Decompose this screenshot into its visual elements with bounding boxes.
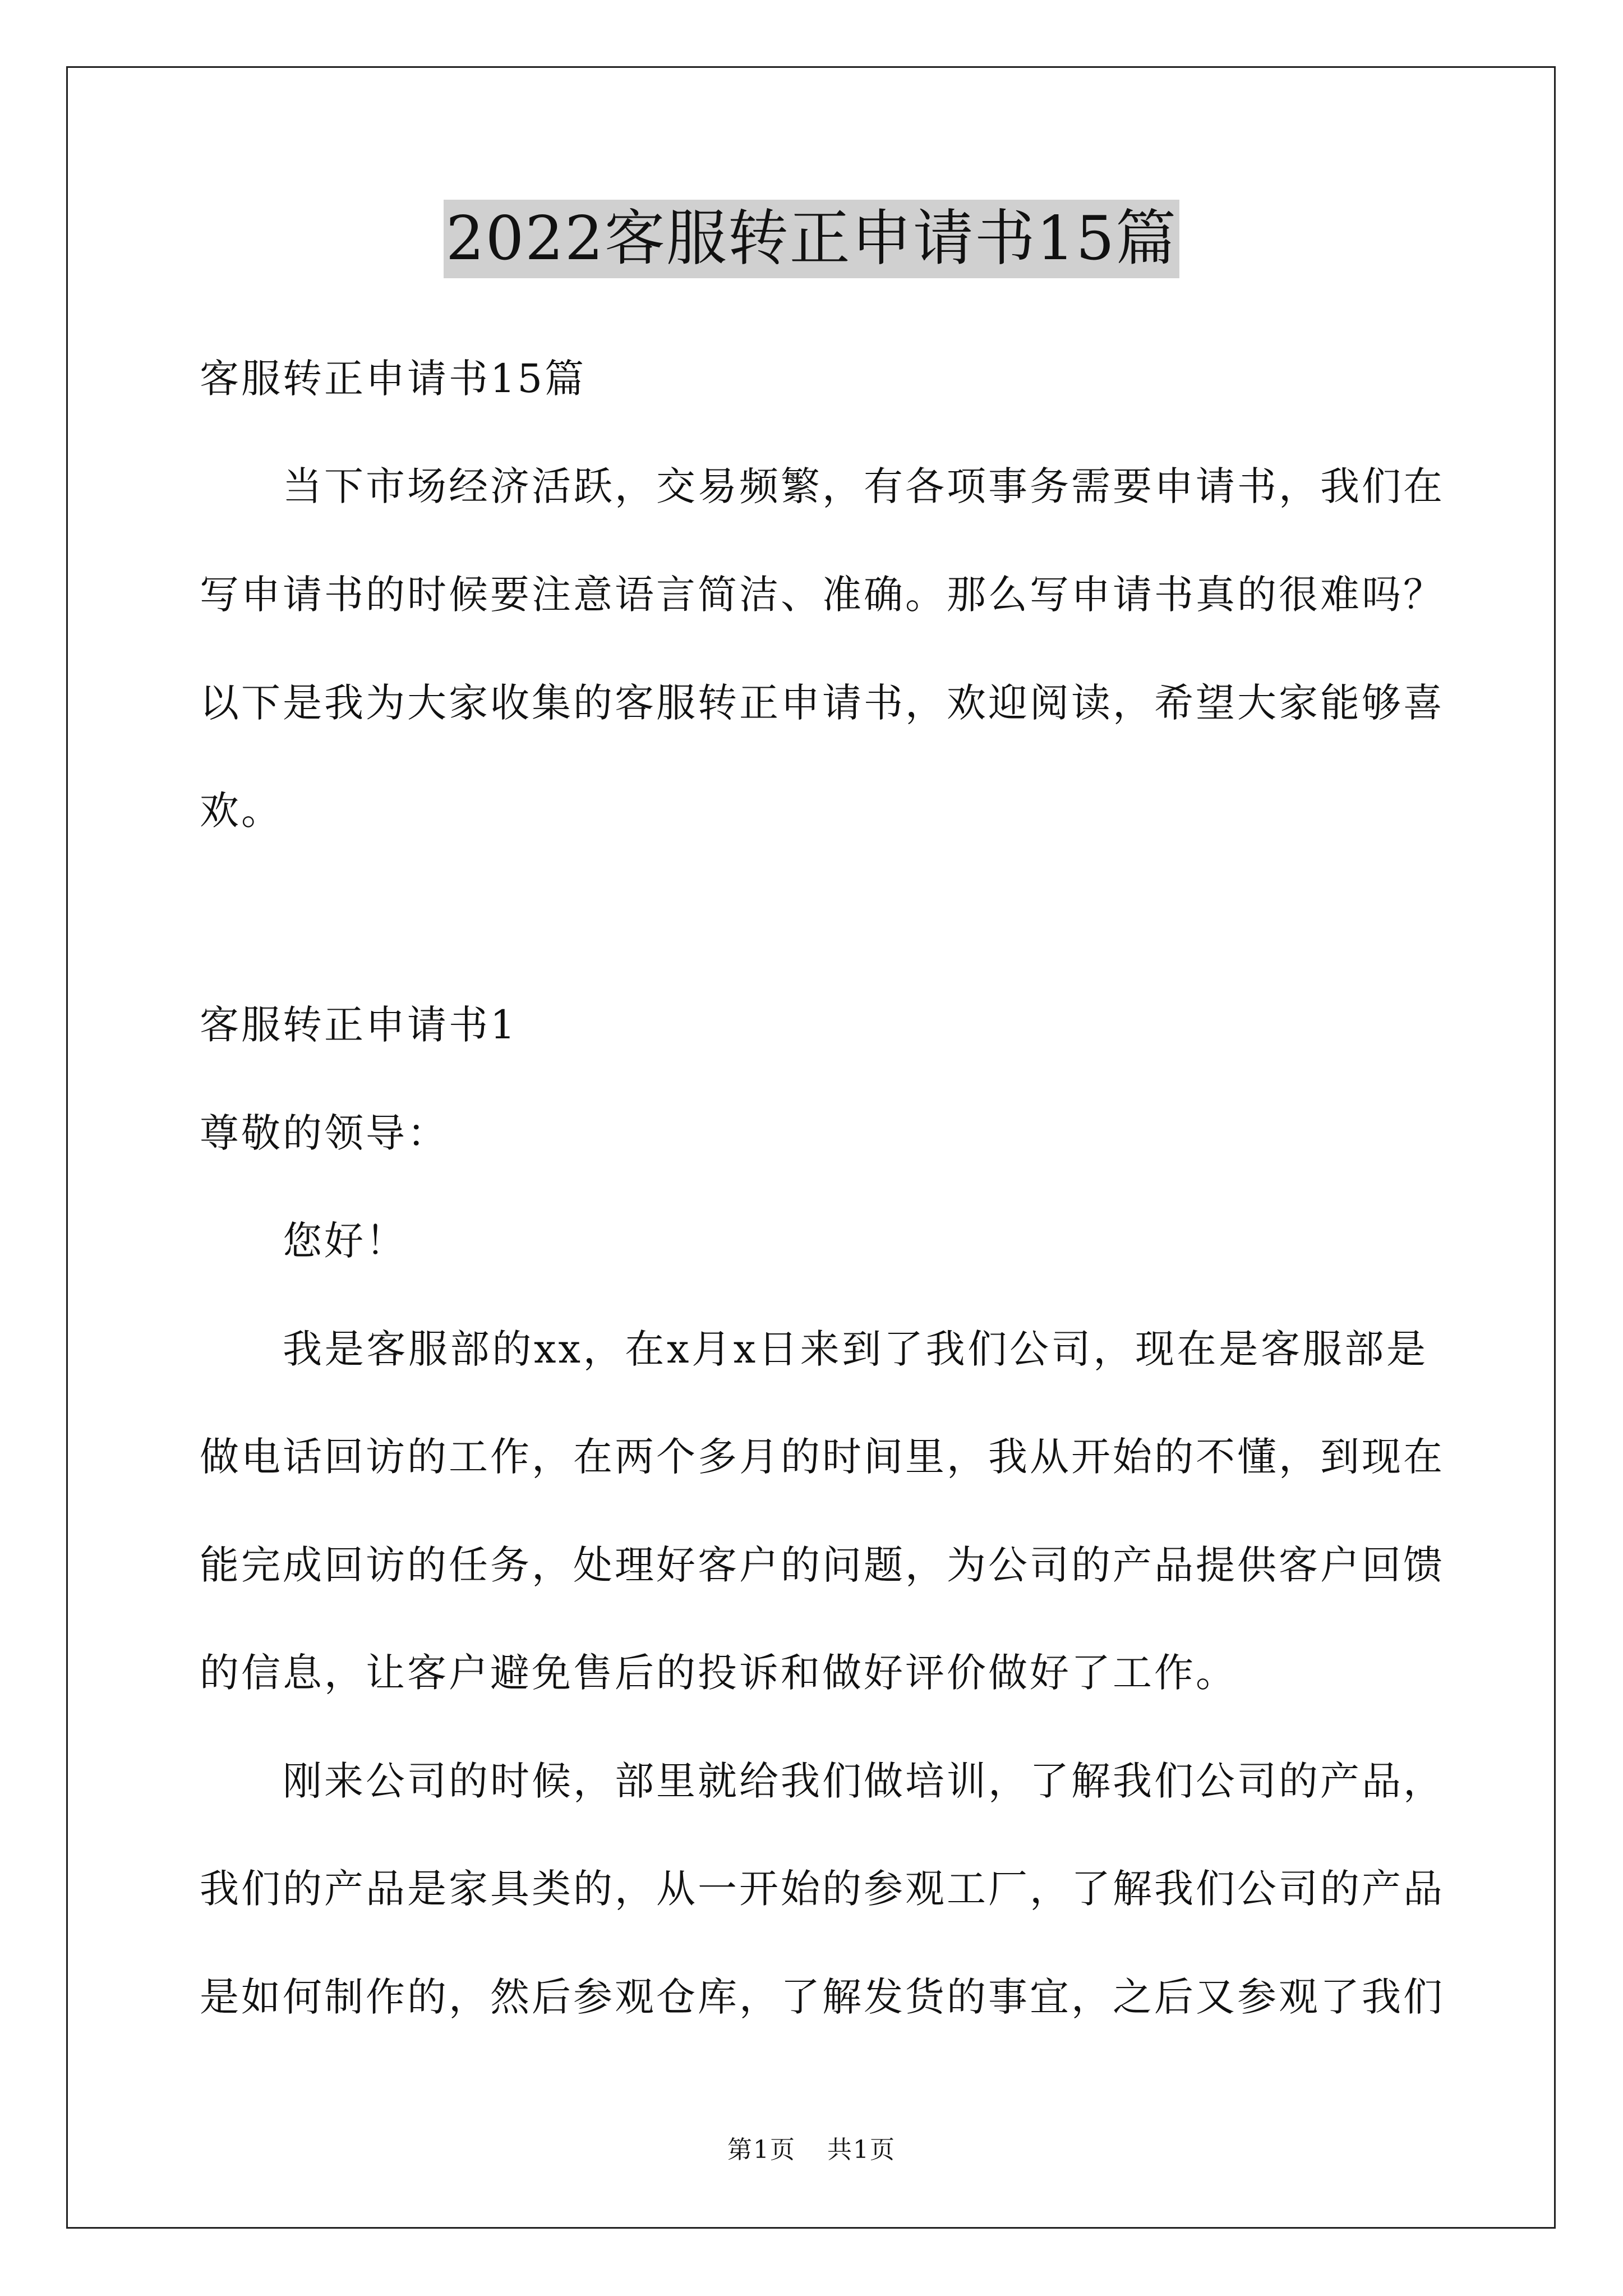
paragraph-line: 做电话回访的工作，在两个多月的时间里，我从开始的不懂，到现在 <box>200 1434 1445 1480</box>
greeting: 您好！ <box>283 1218 407 1264</box>
paragraph-line: 能完成回访的任务，处理好客户的问题，为公司的产品提供客户回馈 <box>200 1542 1445 1588</box>
paragraph-line: 我们的产品是家具类的，从一开始的参观工厂，了解我们公司的产品 <box>200 1866 1445 1912</box>
page-footer <box>0 2134 1623 2166</box>
paragraph-line: 欢。 <box>200 788 283 834</box>
paragraph-line: 写申请书的时候要注意语言简洁、准确。那么写申请书真的很难吗？ <box>200 572 1445 618</box>
paragraph-line: 是如何制作的，然后参观仓库，了解发货的事宜，之后又参观了我们 <box>200 1974 1445 2020</box>
page-number-total: 共1页 <box>827 2136 896 2164</box>
paragraph-line: 以下是我为大家收集的客服转正申请书，欢迎阅读，希望大家能够喜 <box>200 680 1445 726</box>
document-title: 2022客服转正申请书15篇 <box>444 200 1179 278</box>
title-container <box>0 200 1623 278</box>
paragraph-line: 当下市场经济活跃，交易频繁，有各项事务需要申请书，我们在 <box>283 463 1445 509</box>
section-heading: 客服转正申请书1 <box>200 1002 518 1048</box>
paragraph-line: 刚来公司的时候，部里就给我们做培训，了解我们公司的产品， <box>283 1758 1445 1804</box>
subtitle-line: 客服转正申请书15篇 <box>200 356 587 402</box>
page-number-current: 第1页 <box>727 2136 796 2164</box>
paragraph-line: 的信息，让客户避免售后的投诉和做好评价做好了工作。 <box>200 1650 1237 1696</box>
salutation: 尊敬的领导： <box>200 1110 449 1156</box>
paragraph-line: 我是客服部的xx，在x月x日来到了我们公司，现在是客服部是 <box>283 1326 1428 1372</box>
